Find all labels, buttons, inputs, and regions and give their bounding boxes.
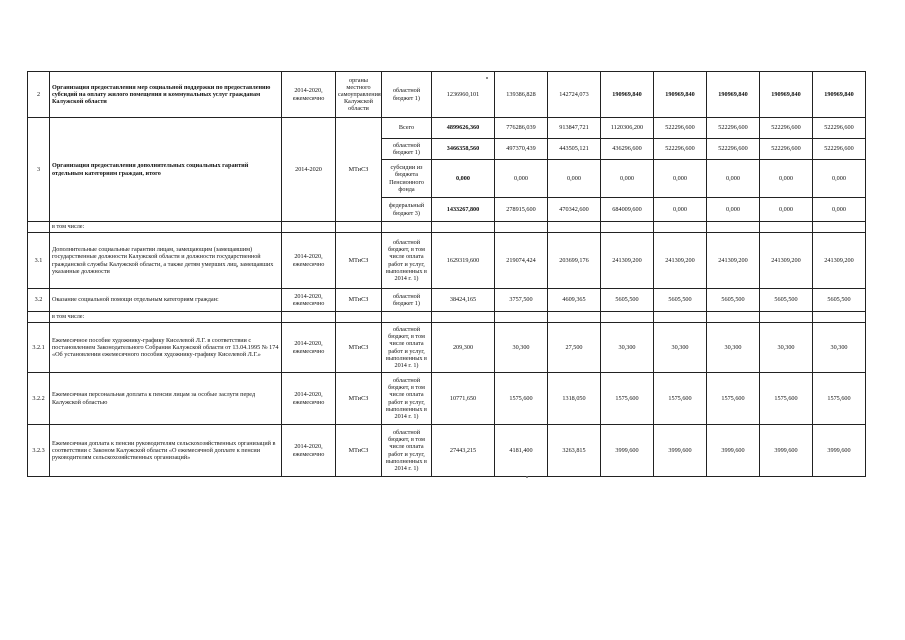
row-source: областной бюджет, в том числе оплата работ и услуг, выполненных в 2014 г. 1) (382, 233, 432, 289)
value-cell: 522296,600 (707, 139, 760, 160)
row-executor: МТиСЗ (336, 373, 382, 425)
value-cell: 190969,840 (760, 72, 813, 118)
value-cell: 522296,600 (760, 118, 813, 139)
table-row (28, 425, 866, 477)
value-cell: 3999,600 (601, 425, 654, 477)
row-source: областной бюджет 1) (382, 139, 432, 160)
value-cell: 278915,600 (495, 198, 548, 222)
value-cell: 436296,600 (601, 139, 654, 160)
row-executor: МТиСЗ (336, 118, 382, 222)
row-name: Организация предоставления мер социальной поддержки по предоставлению субсидий на оплату жилого помещения и коммунальных услуг гражданам Калужской области (50, 72, 282, 118)
row-source: Всего (382, 118, 432, 139)
value-cell: 241309,200 (813, 233, 866, 289)
row-source: субсидии из бюджета Пенсионного фонда (382, 160, 432, 198)
row-executor: МТиСЗ (336, 323, 382, 373)
value-cell: 10771,650 (432, 373, 495, 425)
row-term: 2014-2020, ежемесячно (282, 373, 336, 425)
value-cell: 3999,600 (813, 425, 866, 477)
value-cell: 776286,039 (495, 118, 548, 139)
value-cell: 522296,600 (654, 118, 707, 139)
scan-speck (486, 77, 488, 79)
row-name: Дополнительные социальные гарантии лицам, замещающим (замещавшим) государственные должности Калужской области и должности государственной гражданской службы Калужской области, а также детям умерших лиц, замещавших указанные должности (50, 233, 282, 289)
row-source: областной бюджет, в том числе оплата работ и услуг, выполненных в 2014 г. 1) (382, 323, 432, 373)
value-cell: 241309,200 (760, 233, 813, 289)
table-row (28, 323, 866, 373)
value-cell: 443505,121 (548, 139, 601, 160)
value-cell: 30,300 (601, 323, 654, 373)
value-cell: 0,000 (813, 198, 866, 222)
value-cell: 1575,600 (813, 373, 866, 425)
table-row (28, 118, 866, 139)
including-label: в том числе: (50, 312, 282, 323)
row-name: Оказание социальной помощи отдельным категориям граждан: (50, 289, 282, 312)
table-row (28, 289, 866, 312)
value-cell: 241309,200 (654, 233, 707, 289)
value-cell: 3999,600 (760, 425, 813, 477)
value-cell: 5605,500 (707, 289, 760, 312)
value-cell: 1575,600 (654, 373, 707, 425)
row-name: Ежемесячное пособие художнику-графику Киселевой Л.Г. в соответствии с постановлением Законодательного Собрания Калужской области от 13.04.1995 № 174 «Об установлении ежемесячного пособия художнику-графику Киселевой Л.Г.» (50, 323, 282, 373)
value-cell: 190969,840 (707, 72, 760, 118)
table-row (28, 222, 866, 233)
row-number: 3.1 (28, 233, 50, 289)
value-cell: 1236960,101 (432, 72, 495, 118)
value-cell: 27443,215 (432, 425, 495, 477)
table-row (28, 373, 866, 425)
including-label: в том числе: (50, 222, 282, 233)
row-name: Организация предоставления дополнительных социальных гарантий отдельным категориям граждан, итого (50, 118, 282, 222)
value-cell: 4899626,360 (432, 118, 495, 139)
row-name: Ежемесячная доплата к пенсии руководителям сельскохозяйственных организаций в соответствии с Законом Калужской области «О ежемесячной доплате к пенсии руководителям сельскохозяйственных организаций» (50, 425, 282, 477)
row-number: 3.2.1 (28, 323, 50, 373)
value-cell: 522296,600 (813, 139, 866, 160)
value-cell: 30,300 (760, 323, 813, 373)
table-row (28, 312, 866, 323)
value-cell: 0,000 (654, 198, 707, 222)
value-cell: 1629319,600 (432, 233, 495, 289)
value-cell: 0,000 (760, 198, 813, 222)
value-cell: 0,000 (601, 160, 654, 198)
value-cell: 0,000 (495, 160, 548, 198)
value-cell: 1575,600 (601, 373, 654, 425)
row-term: 2014-2020, ежемесячно (282, 289, 336, 312)
row-number: 3.2.3 (28, 425, 50, 477)
value-cell: 1318,050 (548, 373, 601, 425)
row-executor: МТиСЗ (336, 233, 382, 289)
row-executor: органы местного самоуправления Калужской области (336, 72, 382, 118)
value-cell: 30,300 (495, 323, 548, 373)
value-cell: 3999,600 (707, 425, 760, 477)
value-cell: 0,000 (813, 160, 866, 198)
row-source: областной бюджет 1) (382, 72, 432, 118)
value-cell: 4181,400 (495, 425, 548, 477)
value-cell: 0,000 (707, 198, 760, 222)
row-term: 2014-2020, ежемесячно (282, 425, 336, 477)
value-cell: 38424,165 (432, 289, 495, 312)
value-cell: 139386,828 (495, 72, 548, 118)
value-cell: 190969,840 (813, 72, 866, 118)
value-cell: 522296,600 (654, 139, 707, 160)
value-cell: 522296,600 (813, 118, 866, 139)
value-cell: 241309,200 (707, 233, 760, 289)
value-cell: 190969,840 (601, 72, 654, 118)
value-cell: 30,300 (813, 323, 866, 373)
value-cell: 913847,721 (548, 118, 601, 139)
value-cell: 497370,439 (495, 139, 548, 160)
row-number: 3.2.2 (28, 373, 50, 425)
row-number: 2 (28, 72, 50, 118)
row-term: 2014-2020, ежемесячно (282, 233, 336, 289)
value-cell: 5605,500 (601, 289, 654, 312)
value-cell: 1575,600 (495, 373, 548, 425)
value-cell: 0,000 (654, 160, 707, 198)
row-source: федеральный бюджет 3) (382, 198, 432, 222)
value-cell: 30,300 (654, 323, 707, 373)
value-cell: 203699,176 (548, 233, 601, 289)
row-executor: МТиСЗ (336, 289, 382, 312)
table-row (28, 233, 866, 289)
value-cell: 3466358,560 (432, 139, 495, 160)
row-number: 3 (28, 118, 50, 222)
value-cell: 1120306,200 (601, 118, 654, 139)
row-source: областной бюджет, в том числе оплата работ и услуг, выполненных в 2014 г. 1) (382, 373, 432, 425)
value-cell: 5605,500 (760, 289, 813, 312)
row-source: областной бюджет, в том числе оплата работ и услуг, выполненных в 2014 г. 1) (382, 425, 432, 477)
value-cell: 3757,500 (495, 289, 548, 312)
value-cell: 522296,600 (707, 118, 760, 139)
row-name: Ежемесячная персональная доплата к пенсии лицам за особые заслуги перед Калужской областью (50, 373, 282, 425)
value-cell: 190969,840 (654, 72, 707, 118)
value-cell: 4609,365 (548, 289, 601, 312)
row-term: 2014-2020, ежемесячно (282, 72, 336, 118)
value-cell: 209,300 (432, 323, 495, 373)
row-term: 2014-2020, ежемесячно (282, 323, 336, 373)
value-cell: 142724,073 (548, 72, 601, 118)
value-cell: 0,000 (760, 160, 813, 198)
row-source: областной бюджет 1) (382, 289, 432, 312)
value-cell: 30,300 (707, 323, 760, 373)
row-executor: МТиСЗ (336, 425, 382, 477)
value-cell: 522296,600 (760, 139, 813, 160)
budget-table (27, 71, 866, 477)
value-cell: 470342,600 (548, 198, 601, 222)
value-cell: 3263,815 (548, 425, 601, 477)
value-cell: 27,500 (548, 323, 601, 373)
scan-speck (526, 476, 528, 478)
row-term: 2014-2020 (282, 118, 336, 222)
value-cell: 1433267,800 (432, 198, 495, 222)
value-cell: 3999,600 (654, 425, 707, 477)
value-cell: 684009,600 (601, 198, 654, 222)
value-cell: 5605,500 (813, 289, 866, 312)
row-number: 3.2 (28, 289, 50, 312)
value-cell: 1575,600 (707, 373, 760, 425)
table-row (28, 72, 866, 118)
value-cell: 219074,424 (495, 233, 548, 289)
value-cell: 1575,600 (760, 373, 813, 425)
value-cell: 0,000 (707, 160, 760, 198)
value-cell: 5605,500 (654, 289, 707, 312)
value-cell: 241309,200 (601, 233, 654, 289)
value-cell: 0,000 (548, 160, 601, 198)
value-cell: 0,000 (432, 160, 495, 198)
